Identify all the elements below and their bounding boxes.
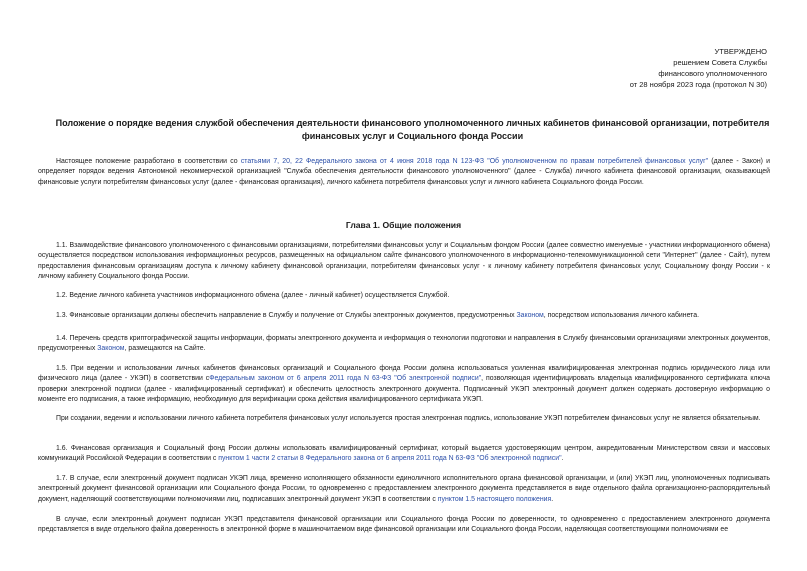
paragraph-1-3 <box>38 311 770 321</box>
paragraph-1-4-text-start: 1.4. Перечень средств криптографической защиты информации, форматы электронного документа и информация о технологии подготовки и направления в Службу финансовыми организациями электронных документов, предусмотренных <box>38 335 770 353</box>
approval-line-date: от 28 ноября 2023 года (протокол N 30) <box>629 80 767 89</box>
paragraph-1-7-text-start: 1.7. В случае, если электронный документ подписан УКЭП лица, временно исполняющего обязанности единоличного исполнительного органа финансовой организации, и (или) УКЭП лиц, уполномоченных подписывать электронный документ финансовой организации или Социального фонда России, то одновременно с предоставлением электронного документа представляется в виде отдельного файла организационно-распорядительный документ, наделяющий соответствующими полномочиями лиц, подписавших электронный документ УКЭП в соответствии с <box>38 475 770 503</box>
paragraph-1-6 <box>38 444 770 465</box>
intro-text-end: (далее - Закон) и определяет порядок ведения Автономной некоммерческой организацией "Служба обеспечения деятельности финансового уполномоченного" (далее - Служба) личного кабинета финансовой организации, оказывающей финансовые услуги потребителям финансовых услуг (далее - финансовая организация), личного кабинета потребителя финансовых услуг и личного кабинета Социального фонда России. <box>38 158 771 186</box>
paragraph-1-3-text-start: 1.3. Финансовые организации должны обеспечить направление в Службу и получение от Службы электронных документов, предусмотренных <box>56 312 517 319</box>
paragraph-1-5-simple-signature <box>38 414 770 424</box>
paragraph-1-6-text-end: . <box>561 455 564 463</box>
paragraph-1-3-law-link[interactable]: Законом <box>516 312 544 319</box>
intro-paragraph <box>38 157 770 188</box>
chapter-1-heading: Глава 1. Общие положения <box>345 220 462 230</box>
paragraph-1-6-law-link[interactable]: пунктом 1 части 2 статьи 8 Федерального закона от 6 апреля 2011 года N 63-ФЗ "Об электронной подписи" <box>218 455 562 463</box>
approval-line-approved: УТВЕРЖДЕНО <box>714 47 767 56</box>
paragraph-1-6-text-start: 1.6. Финансовая организация и Социальный фонд России должны использовать квалифицированный сертификат, который выдается удостоверяющим центром, аккредитованным Министерством связи и массовых коммуникаций Российской Федерации в соответствии с <box>38 445 770 463</box>
paragraph-1-5-text-start: 1.5. При ведении и использовании личных кабинетов финансовых организаций и Социального фонда России должна использоваться усиленная квалифицированная электронная подпись юридического лица или физического лица (далее - УКЭП) в соответствии с <box>38 365 770 383</box>
paragraph-1-7-link[interactable]: пунктом 1.5 настоящего положения <box>437 495 552 503</box>
paragraph-1-3-text-end: , посредством использования личного кабинета. <box>543 312 700 319</box>
paragraph-1-2 <box>38 291 770 301</box>
intro-law-link[interactable]: статьями 7, 20, 22 Федерального закона от 4 июня 2018 года N 123-ФЗ "Об уполномоченном по правам потребителей финансовых услуг" <box>240 158 709 165</box>
intro-text-start: Настоящее положение разработано в соответствии со <box>56 158 241 165</box>
paragraph-1-7-power-of-attorney-text: В случае, если электронный документ подписан УКЭП представителя финансовой организации или Социального фонда России по доверенности, то одновременно с предоставлением электронного документа представляется в виде отдельного файла доверенность в электронной форме в машиночитаемом виде финансовой организации или Социального фонда России, наделяющая соответствующими полномочиями ее <box>38 516 770 534</box>
paragraph-1-4 <box>38 334 770 355</box>
document-title: Положение о порядке ведения службой обеспечения деятельности финансового уполномоченного личных кабинетов финансовой организации, потребителя финансовых услуг и Социального фонда России <box>55 118 770 141</box>
paragraph-1-2-text: 1.2. Ведение личного кабинета участников информационного обмена (далее - личный кабинет) осуществляется Службой. <box>56 292 450 299</box>
paragraph-1-7-text-end: . <box>551 495 554 503</box>
paragraph-1-1-text: 1.1. Взаимодействие финансового уполномоченного с финансовыми организациями, потребителями финансовых услуг и Социальным фондом России (далее совместно именуемые - участники информационного обмена) осуществляется посредством использования информационных ресурсов, размещенных на официальном сайте финансового уполномоченного в информационно-телекоммуникационной сети "Интернет" (далее - Сайт), путем предоставления финансовым организациям доступа к личному кабинету финансовой организации, потребителям финансовых услуг - к личному кабинету потребителя финансовых услуг, Социальному фонду России - к личному кабинету Социального фонда России. <box>38 242 770 280</box>
approval-stamp <box>630 46 767 90</box>
approval-line-organization: финансового уполномоченного <box>658 69 767 78</box>
paragraph-1-7 <box>38 474 770 505</box>
paragraph-1-5-simple-signature-text: При создании, ведении и использовании личного кабинета потребителя финансовых услуг используется простая электронная подпись, использование УКЭП потребителем финансовых услуг не является обязательным. <box>56 415 761 422</box>
paragraph-1-4-text-end: , размещаются на Сайте. <box>124 345 206 353</box>
paragraph-1-4-law-link[interactable]: Законом <box>97 345 125 353</box>
paragraph-1-7-power-of-attorney <box>38 515 770 536</box>
paragraph-1-1 <box>38 241 770 282</box>
paragraph-1-5 <box>38 364 770 405</box>
paragraph-1-5-text-end: , позволяющая идентифицировать владельца квалифицированного сертификата ключа проверки электронной подписи (далее - квалифицированный сертификат) и обеспечить целостность электронного документа. Подписанный УКЭП электронный документ должен содержать достоверную информацию о моменте его подписания, а также информацию, необходимую для верификации срока действия квалифицированного сертификата УКЭП. <box>38 375 770 403</box>
approval-line-decision: решением Совета Службы <box>673 58 767 67</box>
paragraph-1-5-law-link[interactable]: Федеральным законом от 6 апреля 2011 года N 63-ФЗ "Об электронной подписи" <box>209 375 482 383</box>
